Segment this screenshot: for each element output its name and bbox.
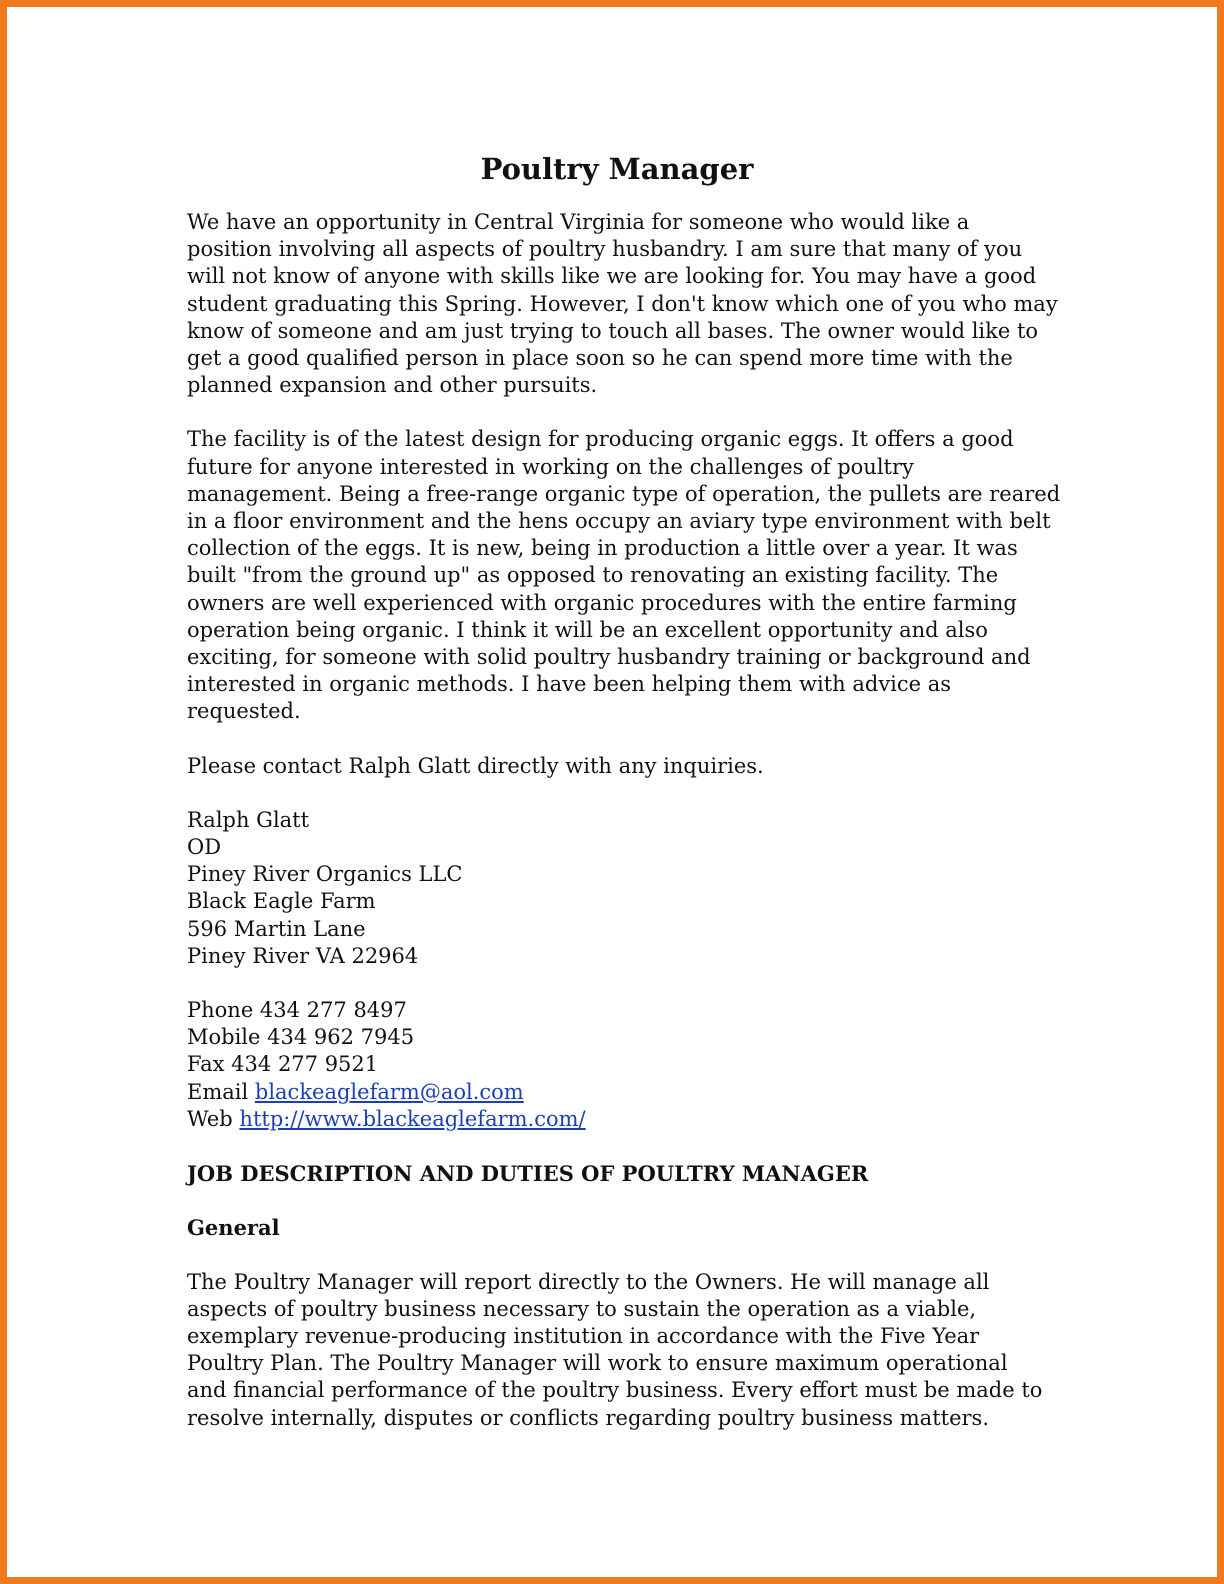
facility-line: future for anyone interested in working on the challenges of poultry [187, 454, 914, 479]
facility-line: collection of the eggs. It is new, being in production a little over a year. It was [187, 536, 1018, 561]
facility-line: management. Being a free-range organic type of operation, the pullets are reared [187, 481, 1061, 506]
document-body [187, 147, 1067, 1459]
intro-line: get a good qualified person in place soon so he can spend more time with the [187, 346, 1013, 371]
job-description-heading: JOB DESCRIPTION AND DUTIES OF POULTRY MANAGER [187, 1161, 869, 1187]
facility-line: operation being organic. I think it will be an excellent opportunity and also [187, 617, 988, 642]
fax-number: Fax 434 277 9521 [187, 1052, 379, 1077]
facility-line: built "from the ground up" as opposed to renovating an existing facility. The [187, 563, 999, 588]
general-line: The Poultry Manager will report directly to the Owners. He will manage all [187, 1269, 990, 1294]
intro-paragraph [187, 209, 1067, 399]
page-title: Poultry Manager [480, 152, 754, 186]
intro-line: student graduating this Spring. However, I don't know which one of you who may [187, 291, 1058, 316]
contact-title: OD [187, 835, 222, 860]
phone-number: Phone 434 277 8497 [187, 998, 407, 1023]
general-heading: General [187, 1215, 280, 1241]
facility-line: interested in organic methods. I have been helping them with advice as [187, 672, 952, 697]
address-block [187, 807, 1067, 970]
contact-name: Ralph Glatt [187, 807, 310, 832]
facility-line: owners are well experienced with organic procedures with the entire farming [187, 590, 1017, 615]
general-line: resolve internally, disputes or conflicts regarding poultry business matters. [187, 1405, 989, 1430]
street-address: 596 Martin Lane [187, 916, 366, 941]
general-line: exemplary revenue-producing institution in accordance with the Five Year [187, 1323, 980, 1348]
contact-details [187, 997, 1067, 1133]
intro-line: know of someone and am just trying to touch all bases. The owner would like to [187, 318, 1039, 343]
general-line: Poultry Plan. The Poultry Manager will work to ensure maximum operational [187, 1351, 1008, 1376]
email-link[interactable]: blackeaglefarm@aol.com [254, 1079, 524, 1104]
contact-note: Please contact Ralph Glatt directly with any inquiries. [187, 753, 764, 778]
facility-paragraph [187, 426, 1067, 725]
email-row [187, 1079, 1067, 1106]
facility-line: exciting, for someone with solid poultry husbandry training or background and [187, 645, 1031, 670]
intro-line: position involving all aspects of poultry husbandry. I am sure that many of you [187, 237, 1023, 262]
general-line: aspects of poultry business necessary to sustain the operation as a viable, [187, 1296, 977, 1321]
web-row [187, 1106, 1067, 1133]
contact-note-paragraph [187, 753, 1067, 780]
mobile-number: Mobile 434 962 7945 [187, 1025, 415, 1050]
facility-line: requested. [187, 699, 301, 724]
web-label: Web [187, 1106, 240, 1131]
facility-line: in a floor environment and the hens occupy an aviary type environment with belt [187, 509, 1051, 534]
intro-line: will not know of anyone with skills like we are looking for. You may have a good [187, 264, 1037, 289]
web-link[interactable]: http://www.blackeaglefarm.com/ [239, 1106, 586, 1131]
farm-name: Black Eagle Farm [187, 889, 376, 914]
city-state-zip: Piney River VA 22964 [187, 943, 419, 968]
intro-line: planned expansion and other pursuits. [187, 373, 598, 398]
facility-line: The facility is of the latest design for producing organic eggs. It offers a good [187, 427, 1014, 452]
email-label: Email [187, 1079, 255, 1104]
general-paragraph [187, 1269, 1067, 1432]
company-name: Piney River Organics LLC [187, 862, 463, 887]
intro-line: We have an opportunity in Central Virginia for someone who would like a [187, 210, 970, 234]
general-line: and financial performance of the poultry business. Every effort must be made to [187, 1378, 1043, 1403]
